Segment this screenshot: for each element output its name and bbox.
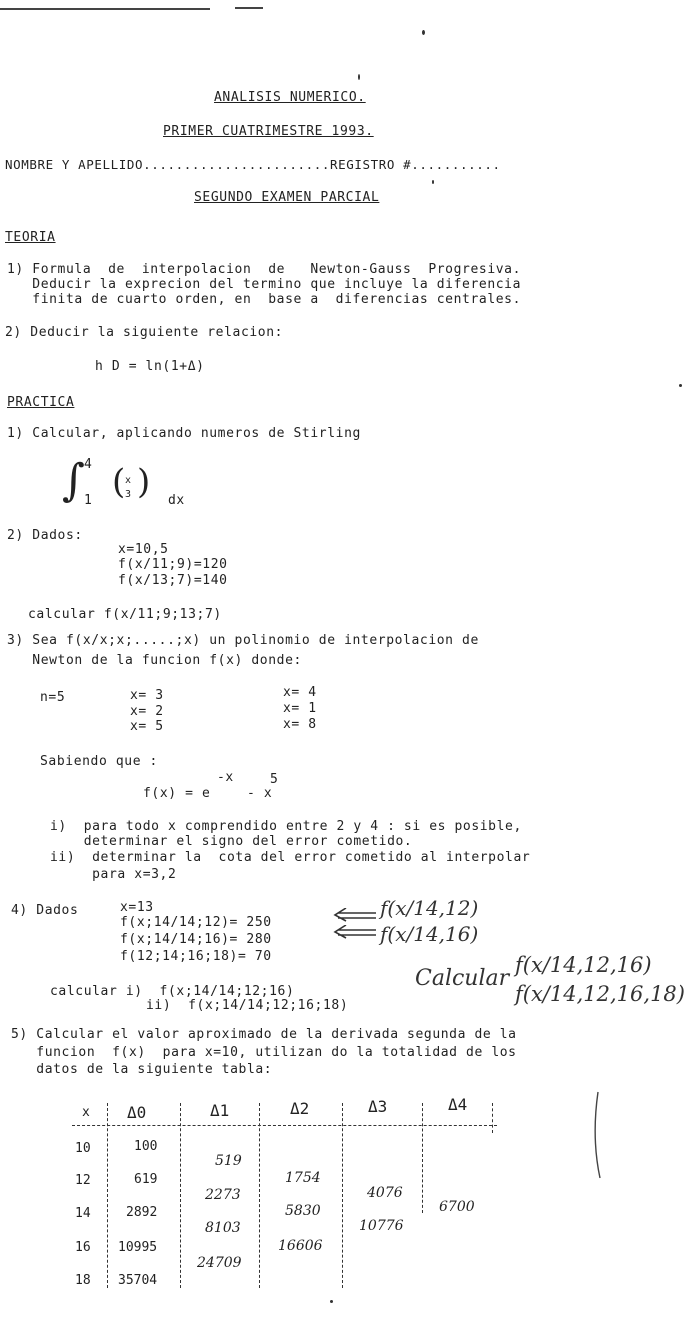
table-d1: 2273 (205, 1187, 241, 1203)
table-header-x: x (82, 1105, 90, 1120)
practica-p2-x: x=10,5 (118, 542, 169, 557)
practica-p3-i-line2: determinar el signo del error cometido. (50, 834, 413, 849)
binomial-bottom: 3 (125, 489, 132, 500)
table-separator (342, 1103, 343, 1288)
teoria-q2: 2) Deducir la siguiente relacion: (5, 325, 284, 340)
practica-p4-f2: f(x;14/14;16)= 280 (120, 932, 272, 947)
scan-speck (679, 384, 682, 387)
practica-p3-sabiendo: Sabiendo que : (40, 754, 158, 769)
scan-speck (432, 180, 434, 184)
practica-p2-calc: calcular f(x/11;9;13;7) (28, 607, 222, 622)
practica-p3-x4: x= 1 (283, 701, 317, 716)
binomial-left-paren: ( (112, 462, 126, 502)
table-d0: 619 (134, 1172, 158, 1187)
table-header-separator (72, 1125, 497, 1126)
teoria-q1-line3: finita de cuarto orden, en base a diferencias centrales. (7, 292, 522, 307)
practica-p3-minus-x: - x (247, 786, 273, 801)
table-header-d4: Δ4 (448, 1095, 468, 1114)
table-separator (259, 1103, 260, 1288)
practica-p4-calc-i: calcular i) f(x;14/14;12;16) (50, 984, 295, 999)
practica-p3-ii-line1: ii) determinar la cota del error cometido al interpolar (50, 850, 531, 865)
table-d0: 35704 (118, 1273, 158, 1288)
scan-edge-line (0, 8, 210, 10)
margin-bracket-icon (590, 1090, 610, 1180)
practica-p4-f3: f(12;14;16;18)= 70 (120, 949, 272, 964)
table-d1: 8103 (205, 1220, 241, 1236)
differences-table (72, 1095, 502, 1295)
table-d2: 5830 (285, 1203, 321, 1219)
practica-p3-line1: 3) Sea f(x/x;x;.....;x) un polinomio de interpolacion de (7, 633, 479, 648)
scan-speck (358, 74, 360, 80)
practica-p3-x2: x= 5 (130, 719, 164, 734)
scan-speck (330, 1300, 333, 1303)
scan-edge-line (235, 7, 263, 9)
practica-p3-x3: x= 4 (283, 685, 317, 700)
binomial-right-paren: ) (137, 462, 151, 502)
practica-p5-line1: 5) Calcular el valor aproximado de la derivada segunda de la (11, 1027, 517, 1042)
teoria-q1-line1: 1) Formula de interpolacion de Newton-Gauss Progresiva. (7, 262, 522, 277)
table-d0: 10995 (118, 1240, 158, 1255)
table-x: 18 (75, 1273, 91, 1288)
practica-p3-n: n=5 (40, 690, 66, 705)
term-title: PRIMER CUATRIMESTRE 1993. (163, 124, 374, 139)
table-separator (422, 1103, 423, 1213)
binomial-top: x (125, 475, 132, 486)
integral-dx: dx (168, 493, 185, 508)
table-header-d2: Δ2 (290, 1099, 310, 1118)
table-header-d0: Δ0 (127, 1103, 147, 1122)
table-separator (180, 1103, 181, 1288)
practica-p2-f1: f(x/11;9)=120 (118, 557, 228, 572)
practica-p3-exp1: -x (217, 770, 234, 785)
integral-upper-limit: 4 (84, 457, 93, 472)
table-x: 16 (75, 1240, 91, 1255)
integral-sign: ∫ (62, 455, 85, 506)
course-title: ANALISIS NUMERICO. (214, 90, 366, 105)
practica-p2-f2: f(x/13;7)=140 (118, 573, 228, 588)
practica-p3-x1: x= 2 (130, 704, 164, 719)
table-d1: 24709 (197, 1255, 242, 1271)
teoria-heading: TEORIA (5, 230, 56, 245)
practica-p5-line3: datos de la siguiente tabla: (11, 1062, 273, 1077)
arrow-icon (332, 908, 378, 922)
practica-p3-fx: f(x) = e (143, 786, 211, 801)
name-line: NOMBRE Y APELLIDO.......................REGISTRO #........... (5, 157, 501, 172)
table-d0: 2892 (126, 1205, 158, 1220)
practica-p4-x: x=13 (120, 900, 154, 915)
practica-p3-x0: x= 3 (130, 688, 164, 703)
table-d4: 6700 (439, 1199, 475, 1215)
table-x: 14 (75, 1206, 91, 1221)
table-x: 10 (75, 1141, 91, 1156)
handwritten-note-2: f(x/14,16) (380, 922, 479, 946)
table-d3: 4076 (367, 1185, 403, 1201)
practica-p3-exp2: 5 (270, 772, 279, 787)
exam-title: SEGUNDO EXAMEN PARCIAL (194, 190, 380, 205)
handwritten-f2: f(x/14,12,16,18) (515, 982, 685, 1006)
handwritten-note-1: f(x/14,12) (380, 896, 479, 920)
handwritten-f1: f(x/14,12,16) (515, 953, 652, 977)
table-separator (492, 1103, 493, 1133)
table-header-d3: Δ3 (368, 1097, 388, 1116)
table-d2: 1754 (285, 1170, 321, 1186)
practica-p1: 1) Calcular, aplicando numeros de Stirling (7, 426, 361, 441)
teoria-q2-formula: h D = ln(1+Δ) (95, 359, 205, 374)
integral-lower-limit: 1 (84, 493, 93, 508)
practica-p4-calc-ii: ii) f(x;14/14;12;16;18) (146, 998, 349, 1013)
scan-speck (422, 30, 425, 35)
practica-p3-x5: x= 8 (283, 717, 317, 732)
handwritten-calcular: Calcular (415, 966, 510, 991)
integral-expression (62, 455, 202, 515)
practica-p4-heading: 4) Dados (11, 903, 79, 918)
table-d0: 100 (134, 1139, 158, 1154)
teoria-q1-line2: Deducir la exprecion del termino que incluye la diferencia (7, 277, 522, 292)
practica-heading: PRACTICA (7, 395, 75, 410)
practica-p3-ii-line2: para x=3,2 (50, 867, 177, 882)
practica-p5-line2: funcion f(x) para x=10, utilizan do la totalidad de los (11, 1045, 517, 1060)
table-d2: 16606 (278, 1238, 323, 1254)
practica-p3-line2: Newton de la funcion f(x) donde: (7, 653, 302, 668)
table-d3: 10776 (359, 1218, 404, 1234)
practica-p4-f1: f(x;14/14;12)= 250 (120, 915, 272, 930)
arrow-icon (332, 925, 378, 939)
table-separator (107, 1103, 108, 1288)
practica-p3-i-line1: i) para todo x comprendido entre 2 y 4 : si es posible, (50, 819, 522, 834)
practica-p2-heading: 2) Dados: (7, 528, 83, 543)
table-d1: 519 (215, 1153, 242, 1169)
table-x: 12 (75, 1173, 91, 1188)
table-header-d1: Δ1 (210, 1101, 230, 1120)
